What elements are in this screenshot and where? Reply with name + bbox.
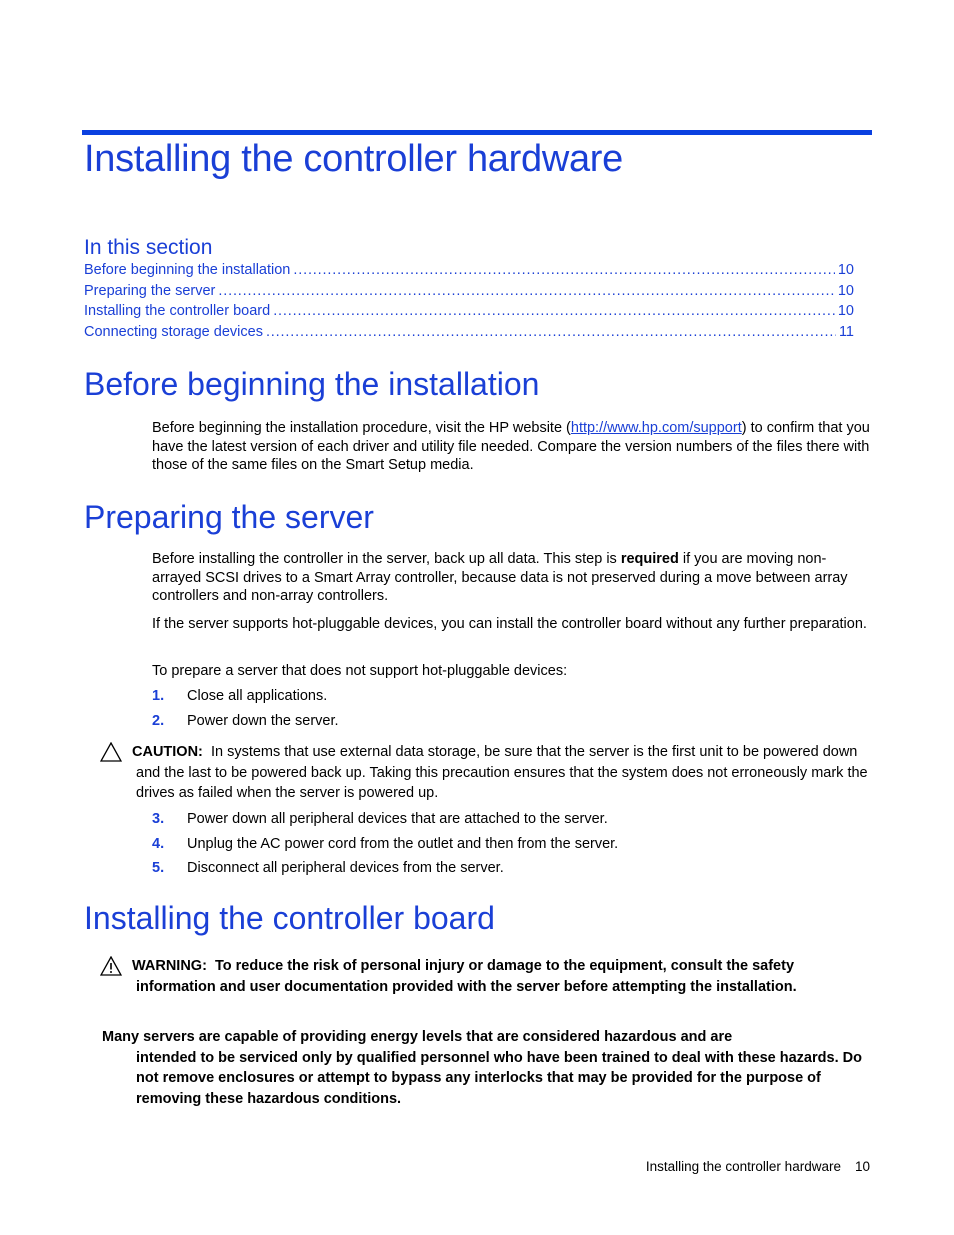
hazard-rest: intended to be serviced only by qualified personnel who have been trained to deal with these hazards. Do not remove enclosures or attempt to bypass any interlocks that may be provided for the purpose of removing these hazardous conditions. xyxy=(136,1049,862,1107)
step-number: 2. xyxy=(152,713,165,729)
toc-item-page: 10 xyxy=(837,262,854,278)
caution-notice xyxy=(100,742,870,804)
toc-heading: In this section xyxy=(84,236,213,259)
section-title-installing: Installing the controller board xyxy=(84,900,495,936)
toc-leader-dots xyxy=(293,262,834,278)
toc-leader-dots xyxy=(273,303,835,319)
step-item xyxy=(152,712,870,730)
preparing-paragraph-1 xyxy=(152,550,870,606)
toc-item-label: Preparing the server xyxy=(84,282,216,299)
chapter-top-rule xyxy=(82,130,872,135)
toc-item-label: Installing the controller board xyxy=(84,303,271,319)
caution-label: CAUTION: xyxy=(132,744,203,760)
caution-text: In systems that use external data storage, be sure that the server is the first unit to be powered down and the last to be powered back up. Taking this precaution ensures that the system does not erroneously mark the drives as failed when the server is powered up. xyxy=(136,744,868,801)
warning-text: To reduce the risk of personal injury or damage to the equipment, consult the safety information and user documentation provided with the server before attempting the installation. xyxy=(136,958,797,995)
toc-item-page: 10 xyxy=(837,303,854,319)
before-text-post: ) to confirm that you have the latest version of each driver and utility file needed. Compare the version numbers of the files there with those of the same files on the Smart Setup media. xyxy=(152,420,870,473)
hazard-paragraph xyxy=(102,1027,872,1109)
toc-item[interactable] xyxy=(84,262,854,283)
hp-support-link[interactable]: http://www.hp.com/support xyxy=(570,420,742,436)
toc-list xyxy=(84,262,854,344)
step-text: Unplug the AC power cord from the outlet and then from the server. xyxy=(187,836,619,852)
caution-body xyxy=(100,742,870,804)
toc-item-label: Before beginning the installation xyxy=(84,262,291,278)
step-number: 1. xyxy=(152,688,165,704)
section-title-before: Before beginning the installation xyxy=(84,366,540,402)
before-text-pre: Before beginning the installation procedure, visit the HP website ( xyxy=(152,420,571,436)
step-item xyxy=(152,859,870,877)
hazard-first-line: Many servers are capable of providing energy levels that are considered hazardous and are xyxy=(102,1029,733,1045)
step-item xyxy=(152,810,870,828)
toc-item-page: 11 xyxy=(838,323,854,340)
toc-item[interactable] xyxy=(84,324,854,345)
caution-triangle-icon xyxy=(100,742,122,762)
toc-item-page: 10 xyxy=(837,282,854,299)
step-item xyxy=(152,687,870,705)
step-number: 4. xyxy=(152,836,165,852)
before-paragraph xyxy=(152,419,870,475)
toc-leader-dots xyxy=(266,324,836,340)
toc-item-label: Connecting storage devices xyxy=(84,323,263,340)
preparing-p1-post: if you are moving non-arrayed SCSI drives to a Smart Array controller, because data is not preserved during a move between array controllers and non-array controllers. xyxy=(152,551,848,604)
step-text: Close all applications. xyxy=(187,688,328,704)
preparing-p1-bold: required xyxy=(620,551,679,567)
toc-item[interactable] xyxy=(84,283,854,304)
step-text: Power down the server. xyxy=(187,713,339,729)
toc-leader-dots xyxy=(218,283,834,299)
step-item xyxy=(152,835,870,853)
preparing-paragraph-3: To prepare a server that does not support hot-pluggable devices: xyxy=(152,663,568,679)
preparing-p1-pre: Before installing the controller in the server, back up all data. This step is xyxy=(152,551,621,567)
section-title-preparing: Preparing the server xyxy=(84,499,374,535)
warning-label: WARNING: xyxy=(132,958,207,974)
page-footer xyxy=(646,1159,870,1174)
step-text: Power down all peripheral devices that are attached to the server. xyxy=(187,811,608,827)
step-number: 5. xyxy=(152,860,165,876)
warning-triangle-icon xyxy=(100,956,122,976)
step-number: 3. xyxy=(152,811,165,827)
warning-body xyxy=(100,956,870,997)
footer-page-number: 10 xyxy=(854,1159,870,1174)
toc-item[interactable] xyxy=(84,303,854,324)
preparing-paragraph-2: If the server supports hot-pluggable devices, you can install the controller board without any further preparation. xyxy=(152,616,867,632)
footer-running-title: Installing the controller hardware xyxy=(645,1159,841,1174)
warning-notice xyxy=(100,956,870,997)
chapter-title: Installing the controller hardware xyxy=(84,138,623,180)
step-text: Disconnect all peripheral devices from the server. xyxy=(187,860,504,876)
